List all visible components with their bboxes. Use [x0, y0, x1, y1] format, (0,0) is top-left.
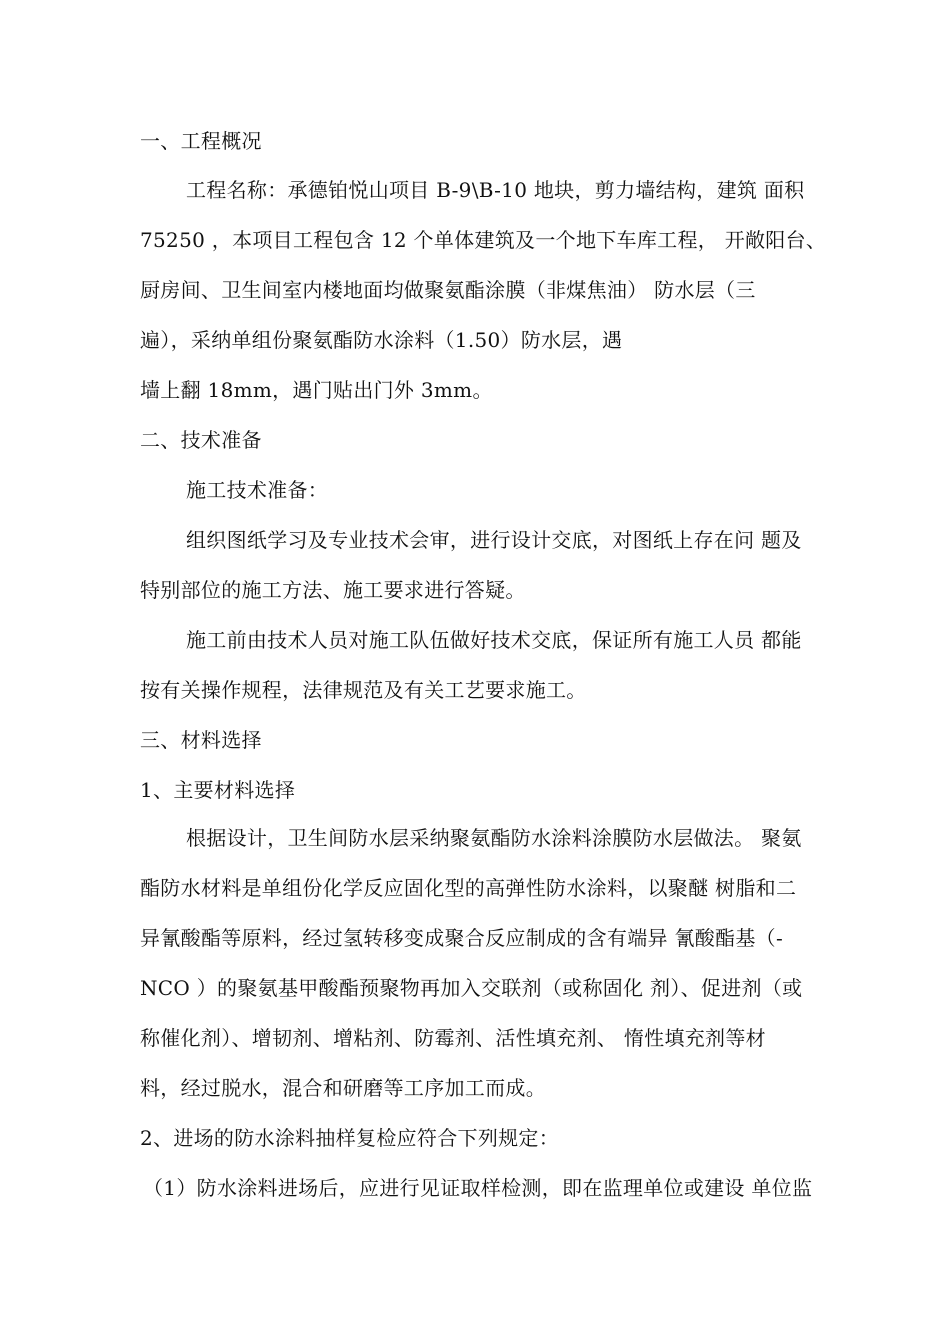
paragraph-line: NCO ）的聚氨基甲酸酯预聚物再加入交联剂（或称固化 剂）、促进剂（或 [140, 976, 803, 1000]
subheading: 施工技术准备： [186, 478, 329, 502]
paragraph-line: 厨房间、卫生间室内楼地面均做聚氨酯涂膜（非煤焦油） 防水层（三 [140, 278, 756, 302]
paragraph-line: 遍），采纳单组份聚氨酯防水涂料（1.50）防水层，遇 [140, 328, 623, 352]
paragraph-line: 称催化剂）、增韧剂、增粘剂、防霉剂、活性填充剂、 惰性填充剂等材 [140, 1026, 766, 1050]
paragraph-line: 特别部位的施工方法、施工要求进行答疑。 [140, 578, 526, 602]
paragraph-line: 75250 ，本项目工程包含 12 个单体建筑及一个地下车库工程， 开敞阳台、 [140, 228, 827, 252]
paragraph-line: 根据设计，卫生间防水层采纳聚氨酯防水涂料涂膜防水层做法。 聚氨 [186, 826, 802, 850]
list-item: （1）防水涂料进场后，应进行见证取样检测，即在监理单位或建设 单位监 [143, 1176, 813, 1200]
paragraph-line: 酯防水材料是单组份化学反应固化型的高弹性防水涂料，以聚醚 树脂和二 [140, 876, 797, 900]
subheading: 2、进场的防水涂料抽样复检应符合下列规定： [140, 1126, 560, 1150]
section-heading: 二、技术准备 [140, 428, 262, 452]
paragraph-line: 墙上翻 18mm，遇门贴出门外 3mm。 [140, 378, 493, 402]
subheading: 1、主要材料选择 [140, 778, 296, 802]
section-heading: 一、工程概况 [140, 129, 262, 153]
paragraph-line: 异氰酸酯等原料，经过氢转移变成聚合反应制成的含有端异 氰酸酯基（- [140, 926, 784, 950]
paragraph-line: 施工前由技术人员对施工队伍做好技术交底，保证所有施工人员 都能 [186, 628, 802, 652]
paragraph-line: 按有关操作规程，法律规范及有关工艺要求施工。 [140, 678, 587, 702]
section-heading: 三、材料选择 [140, 728, 262, 752]
paragraph-line: 料，经过脱水，混合和研磨等工序加工而成。 [140, 1076, 546, 1100]
paragraph-line: 组织图纸学习及专业技术会审，进行设计交底，对图纸上存在问 题及 [186, 528, 802, 552]
paragraph-line: 工程名称：承德铂悦山项目 B-9\B-10 地块，剪力墙结构，建筑 面积 [186, 178, 805, 202]
